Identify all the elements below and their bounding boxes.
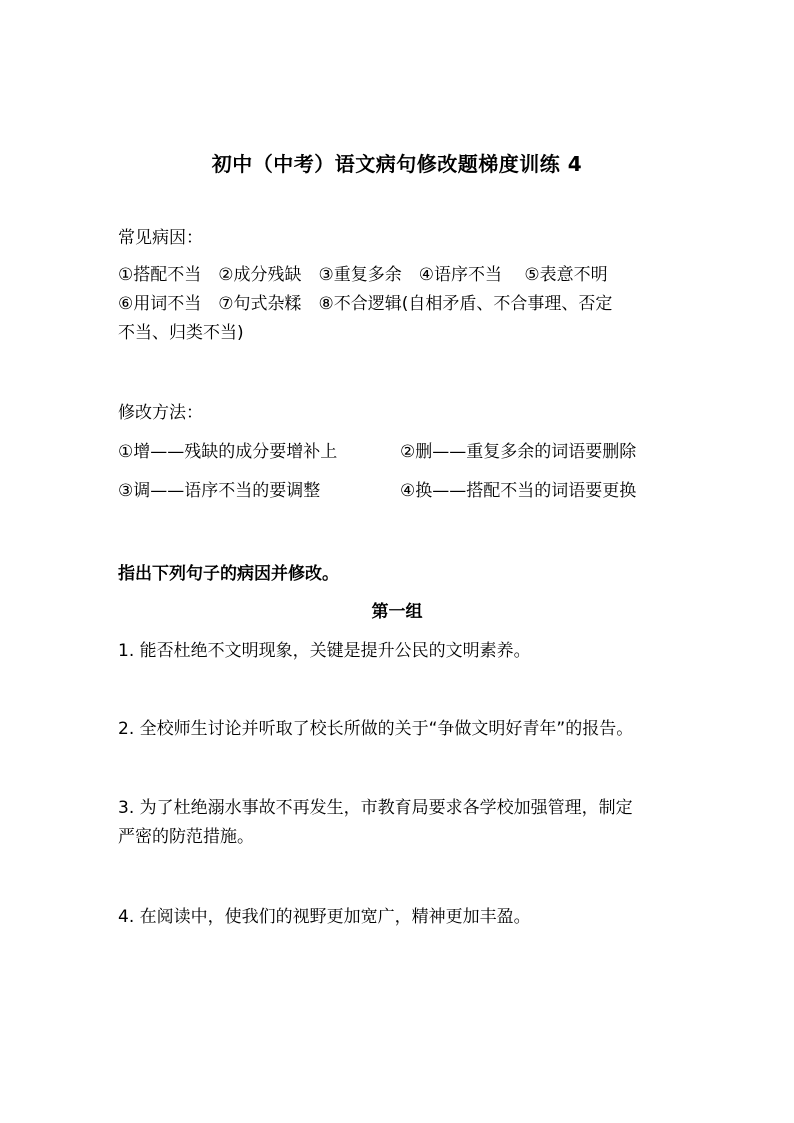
causes-line-2: ⑥用词不当 ⑦句式杂糅 ⑧不合逻辑(自相矛盾、不合事理、否定 (118, 294, 613, 314)
question-4: 4. 在阅读中，使我们的视野更加宽广，精神更加丰盈。 (118, 907, 531, 927)
causes-heading: 常见病因： (118, 228, 203, 248)
method-item-reorder: ③调——语序不当的要调整 (118, 481, 321, 501)
group-title: 第一组 (371, 602, 423, 622)
page-title: 初中（中考）语文病句修改题梯度训练 4 (211, 152, 583, 176)
causes-line-1: ①搭配不当 ②成分残缺 ③重复多余 ④语序不当 ⑤表意不明 (118, 265, 608, 285)
method-item-add: ①增——残缺的成分要增补上 (118, 442, 338, 462)
question-2: 2. 全校师生讨论并听取了校长所做的关于“争做文明好青年”的报告。 (118, 719, 634, 739)
instruction-text: 指出下列句子的病因并修改。 (118, 564, 339, 584)
causes-line-3: 不当、归类不当) (118, 323, 244, 343)
question-1: 1. 能否杜绝不文明现象，关键是提升公民的文明素养。 (118, 641, 531, 661)
question-3: 3. 为了杜绝溺水事故不再发生，市教育局要求各学校加强管理，制定 (118, 798, 633, 818)
question-3-continued: 严密的防范措施。 (118, 827, 254, 847)
method-item-delete: ②删——重复多余的词语要删除 (400, 442, 637, 462)
method-item-replace: ④换——搭配不当的词语要更换 (400, 481, 637, 501)
methods-heading: 修改方法： (118, 403, 203, 423)
